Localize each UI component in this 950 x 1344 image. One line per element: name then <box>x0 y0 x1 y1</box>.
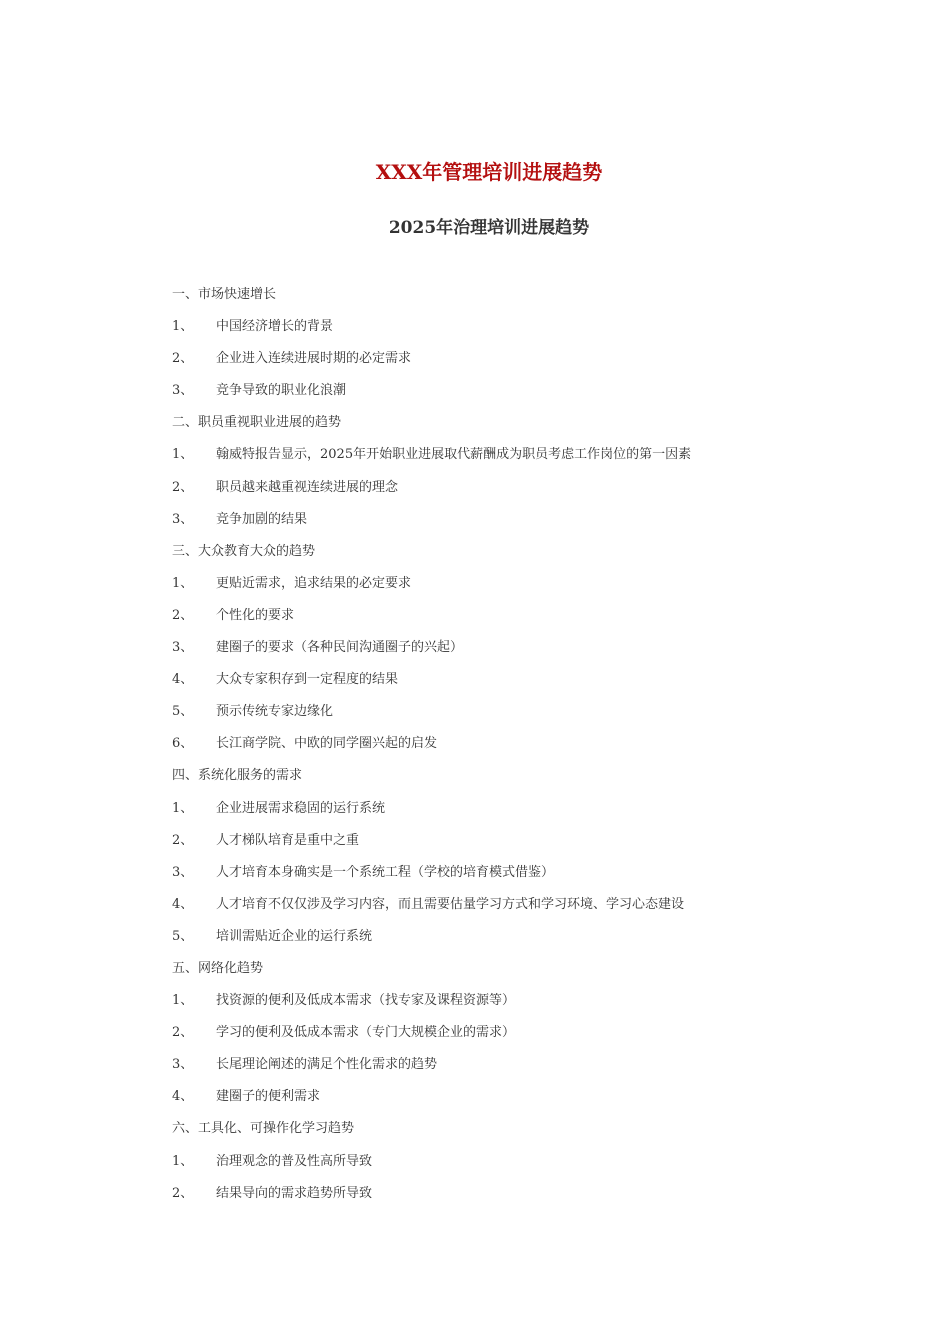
list-item <box>172 669 872 701</box>
list-item <box>172 990 872 1022</box>
document-title: XXX年管理培训进展趋势 <box>375 160 603 184</box>
list-item-text: 职员越来越重视连续进展的理念 <box>216 479 399 495</box>
list-item-text: 长尾理论阐述的满足个性化需求的趋势 <box>216 1057 438 1073</box>
section-heading <box>172 284 872 316</box>
list-item <box>172 477 872 509</box>
list-item <box>172 1022 872 1054</box>
list-item-text: 人才梯队培育是重中之重 <box>216 832 360 848</box>
list-item-number: 2、 <box>172 832 194 848</box>
list-item <box>172 316 872 348</box>
list-item <box>172 1054 872 1086</box>
list-item <box>172 573 872 605</box>
list-item <box>172 701 872 733</box>
list-item <box>172 798 872 830</box>
list-item-number: 1、 <box>172 575 194 591</box>
list-item-text: 学习的便利及低成本需求（专门大规模企业的需求） <box>216 1025 516 1041</box>
section-heading-text: 四、系统化服务的需求 <box>172 768 303 784</box>
list-item-number: 3、 <box>172 511 194 527</box>
list-item-number: 4、 <box>172 896 194 912</box>
list-item-number: 2、 <box>172 1185 194 1201</box>
list-item <box>172 380 872 412</box>
list-item-number: 6、 <box>172 736 194 752</box>
list-item-number: 3、 <box>172 383 194 399</box>
list-item-text: 竞争加剧的结果 <box>216 511 308 527</box>
list-item <box>172 862 872 894</box>
section-heading-text: 六、工具化、可操作化学习趋势 <box>172 1121 355 1137</box>
list-item <box>172 733 872 765</box>
list-item-number: 5、 <box>172 928 194 944</box>
list-item <box>172 348 872 380</box>
section-heading <box>172 958 872 990</box>
list-item-text: 个性化的要求 <box>216 607 295 623</box>
list-item-text: 人才培育本身确实是一个系统工程（学校的培育模式借鉴） <box>216 864 555 880</box>
list-item-text: 大众专家积存到一定程度的结果 <box>216 672 399 688</box>
list-item <box>172 894 872 926</box>
list-item <box>172 605 872 637</box>
list-item-number: 3、 <box>172 640 194 656</box>
list-item-number: 2、 <box>172 479 194 495</box>
list-item-text: 企业进入连续进展时期的必定需求 <box>216 351 412 367</box>
section-heading <box>172 1118 872 1150</box>
list-item-text: 治理观念的普及性高所导致 <box>216 1153 373 1169</box>
section-heading-text: 三、大众教育大众的趋势 <box>172 543 316 559</box>
list-item-text: 长江商学院、中欧的同学圈兴起的启发 <box>216 736 438 752</box>
list-item <box>172 1086 872 1118</box>
section-heading <box>172 541 872 573</box>
list-item-number: 2、 <box>172 351 194 367</box>
section-heading <box>172 765 872 797</box>
section-heading-text: 五、网络化趋势 <box>172 960 264 976</box>
list-item <box>172 926 872 958</box>
list-item-text: 找资源的便利及低成本需求（找专家及课程资源等） <box>216 993 516 1009</box>
list-item <box>172 1183 872 1215</box>
list-item-number: 3、 <box>172 864 194 880</box>
list-item-number: 4、 <box>172 672 194 688</box>
list-item-text: 更贴近需求，追求结果的必定要求 <box>216 575 412 591</box>
list-item <box>172 830 872 862</box>
section-heading-text: 一、市场快速增长 <box>172 287 277 302</box>
list-item-number: 5、 <box>172 704 194 720</box>
document-subtitle: 2025年治理培训进展趋势 <box>388 218 590 238</box>
list-item-text: 建圈子的要求（各种民间沟通圈子的兴起） <box>216 640 464 656</box>
list-item-number: 2、 <box>172 607 194 623</box>
list-item-text: 预示传统专家边缘化 <box>216 704 334 720</box>
list-item-text: 中国经济增长的背景 <box>216 319 334 335</box>
list-item-number: 1、 <box>172 993 194 1009</box>
list-item-number: 2、 <box>172 1025 194 1041</box>
list-item-number: 1、 <box>172 800 194 816</box>
list-item-number: 4、 <box>172 1089 194 1105</box>
list-item <box>172 1151 872 1183</box>
list-item-number: 1、 <box>172 447 194 463</box>
list-item-text: 竞争导致的职业化浪潮 <box>216 383 347 399</box>
list-item-text: 企业进展需求稳固的运行系统 <box>216 800 386 816</box>
list-item-number: 3、 <box>172 1057 194 1073</box>
list-item-text: 人才培育不仅仅涉及学习内容，而且需要估量学习方式和学习环境、学习心态建设 <box>216 896 685 912</box>
list-item <box>172 637 872 669</box>
list-item-text: 培训需贴近企业的运行系统 <box>216 928 373 944</box>
outline-list <box>172 284 872 1215</box>
list-item-text: 结果导向的需求趋势所导致 <box>216 1185 373 1201</box>
list-item-text: 建圈子的便利需求 <box>216 1089 321 1105</box>
list-item-number: 1、 <box>172 319 194 335</box>
section-heading <box>172 412 872 444</box>
list-item <box>172 509 872 541</box>
list-item <box>172 444 872 476</box>
section-heading-text: 二、职员重视职业进展的趋势 <box>172 415 342 431</box>
list-item-number: 1、 <box>172 1153 194 1169</box>
list-item-text: 翰威特报告显示，2025年开始职业进展取代薪酬成为职员考虑工作岗位的第一因素 <box>216 447 692 463</box>
